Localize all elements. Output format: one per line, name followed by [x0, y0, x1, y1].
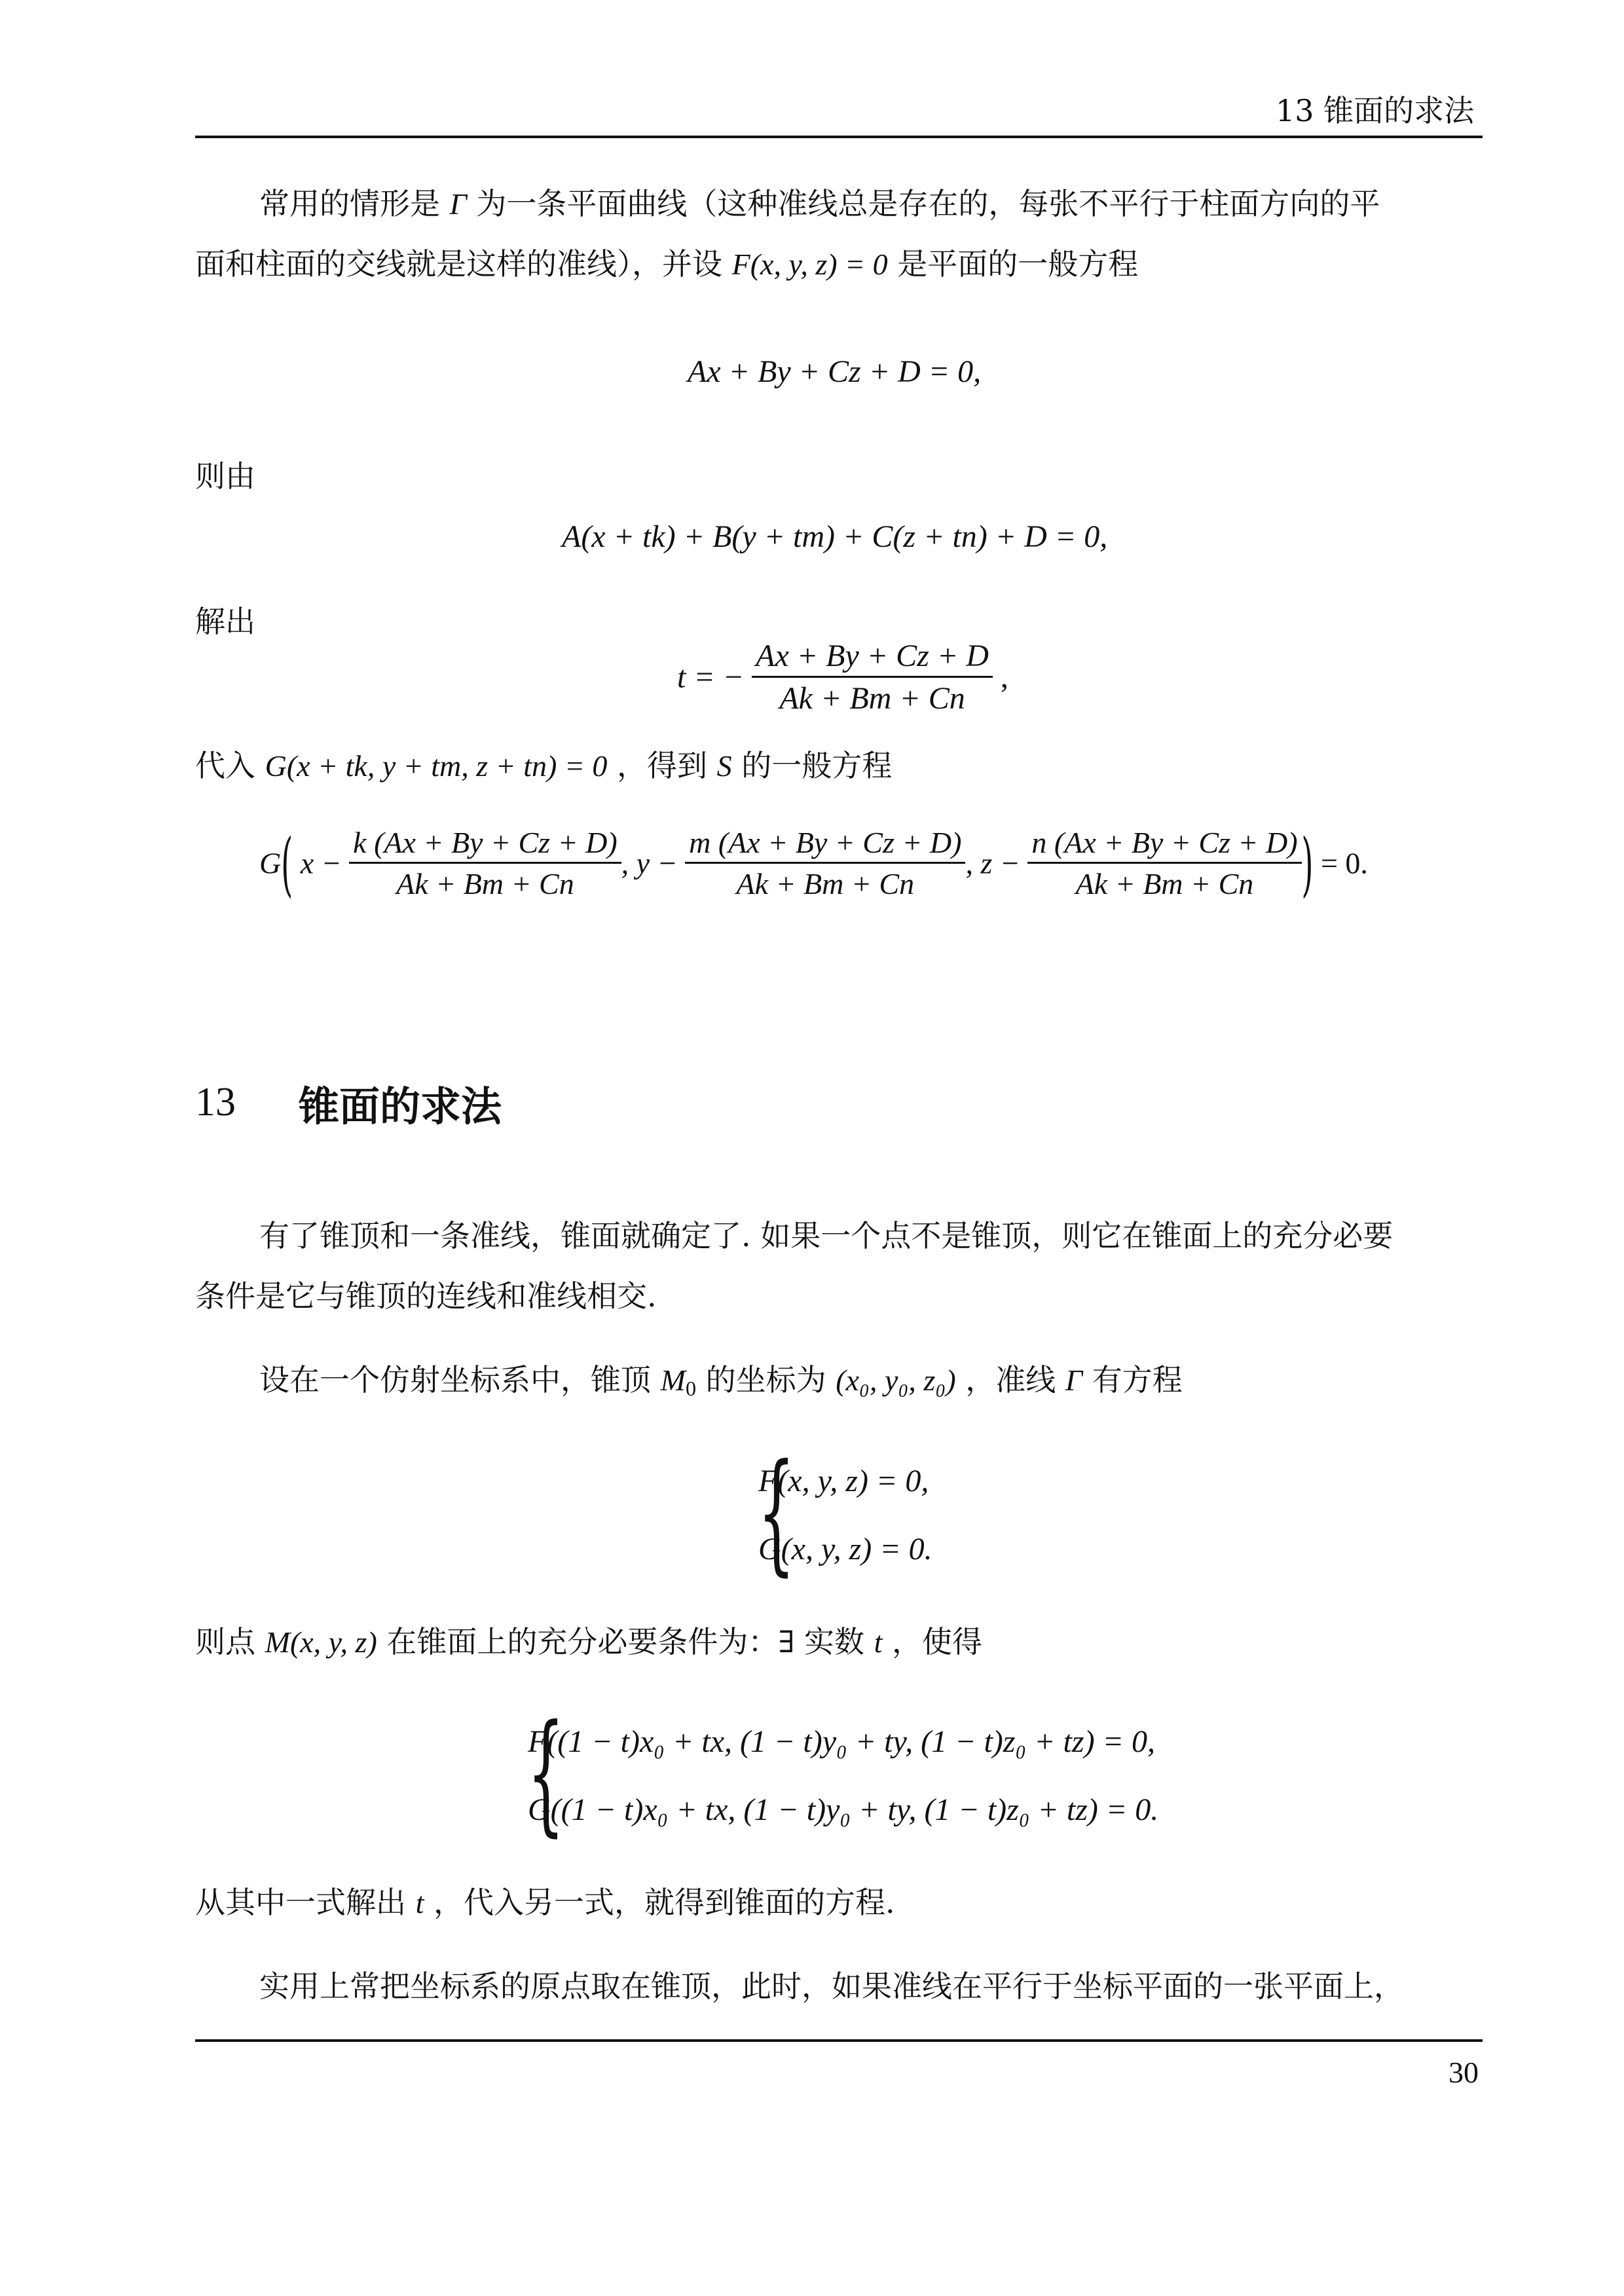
p6-gamma: Γ [1065, 1363, 1083, 1397]
running-header: 13 锥面的求法 [1276, 93, 1475, 128]
p6-text-b: 的坐标为 [705, 1362, 826, 1398]
eq3-lhs: t = − [677, 659, 745, 695]
p4-text-c: 的一般方程 [741, 748, 893, 783]
eq4-right-paren: ) [1301, 823, 1314, 904]
eq4-left-paren: ( [281, 823, 293, 904]
eq4-den-3: Ak + Bm + Cn [1075, 867, 1254, 900]
p6-coords: (x₀, y₀, z₀) [836, 1363, 956, 1397]
eq4-den-1: Ak + Bm + Cn [396, 867, 574, 900]
eq4-fraction-3 [1027, 828, 1301, 899]
paragraph-9: 实用上常把坐标系的原点取在锥顶，此时，如果准线在平行于坐标平面的一张平面上， [259, 1969, 1404, 2004]
paragraph-2: 则由 [195, 458, 255, 494]
eq4-y: , y − [621, 846, 678, 880]
paragraph-7 [195, 1624, 983, 1659]
p1-text-c: 面和柱面的交线就是这样的准线），并设 [195, 246, 722, 282]
paragraph-4 [195, 750, 892, 781]
p6-vertex-subscript: 0 [685, 1377, 697, 1401]
system-2-row-2: G((1 − t)x₀ + tx, (1 − t)y₀ + ty, (1 − t)z₀ + tz) = 0. [528, 1792, 1159, 1827]
p8-text-b: ，代入另一式，就得到锥面的方程. [434, 1885, 895, 1920]
equation-substituted: A(x + tk) + B(y + tm) + C(z + tn) + D = 0, [562, 519, 1108, 554]
p7-text-b: 在锥面上的充分必要条件为：∃ 实数 [386, 1624, 864, 1659]
paragraph-1-line-1 [259, 186, 1380, 221]
p6-vertex [660, 1363, 697, 1401]
p6-text-a: 设在一个仿射坐标系中，锥顶 [259, 1362, 651, 1398]
system-2-brace: { [526, 1697, 565, 1849]
paragraph-5-line-1: 有了锥顶和一条准线，锥面就确定了. 如果一个点不是锥顶，则它在锥面上的充分必要 [259, 1218, 1393, 1253]
eq4-den-2: Ak + Bm + Cn [736, 867, 915, 900]
p4-s: S [716, 749, 732, 783]
p7-t: t [874, 1625, 883, 1659]
p4-equation: G(x + tk, y + tm, z + tn) = 0 [265, 749, 608, 783]
footer-rule [195, 2039, 1483, 2042]
eq3-numerator: Ax + By + Cz + D [752, 640, 993, 678]
p7-text-c: ，使得 [892, 1624, 983, 1659]
paragraph-3: 解出 [195, 604, 255, 639]
eq4-num-2: m (Ax + By + Cz + D) [685, 828, 965, 864]
system-1-row-2: G(x, y, z) = 0. [758, 1532, 932, 1566]
eq3-denominator: Ak + Bm + Cn [779, 681, 965, 716]
eq4-z: , z − [965, 846, 1020, 880]
equation-plane: Ax + By + Cz + D = 0, [688, 354, 982, 389]
paragraph-6 [259, 1362, 1183, 1401]
eq4-fraction-1 [349, 828, 621, 899]
equation-solve-t [677, 640, 1008, 714]
eq4-g: G [259, 846, 282, 880]
p1-text-a: 常用的情形是 [259, 186, 440, 221]
system-1-row-1: F(x, y, z) = 0, [758, 1464, 929, 1498]
p7-point: M(x, y, z) [265, 1625, 377, 1659]
p4-text-a: 代入 [195, 748, 255, 783]
p6-text-d: 有方程 [1092, 1362, 1183, 1398]
p7-text-a: 则点 [195, 1624, 255, 1659]
eq4-num-3: n (Ax + By + Cz + D) [1027, 828, 1301, 864]
system-1-brace: { [757, 1436, 796, 1589]
section-number: 13 [195, 1080, 236, 1124]
eq4-x: x − [300, 846, 342, 880]
eq4-tail: = 0. [1320, 846, 1368, 880]
system-2-row-1: F((1 − t)x₀ + tx, (1 − t)y₀ + ty, (1 − t)z₀ + tz) = 0, [528, 1724, 1155, 1759]
p1-gamma: Γ [449, 187, 467, 221]
eq3-fraction [752, 640, 993, 714]
eq4-fraction-2 [685, 828, 965, 899]
paragraph-5-line-2: 条件是它与锥顶的连线和准线相交. [195, 1278, 657, 1314]
equation-general-cylinder [259, 823, 1368, 904]
page-number: 30 [1449, 2056, 1479, 2089]
header-rule [195, 136, 1483, 138]
p6-vertex-letter: M [660, 1363, 686, 1397]
eq3-tail: , [1000, 659, 1008, 695]
paragraph-8 [195, 1887, 895, 1918]
p8-text-a: 从其中一式解出 [195, 1885, 406, 1920]
p1-equation: F(x, y, z) = 0 [731, 248, 888, 281]
p6-text-c: ，准线 [965, 1362, 1056, 1398]
p1-text-b: 为一条平面曲线（这种准线总是存在的，每张不平行于柱面方向的平 [476, 186, 1380, 221]
paragraph-1-line-2 [195, 246, 1139, 282]
p8-t: t [415, 1886, 424, 1919]
eq4-num-1: k (Ax + By + Cz + D) [349, 828, 621, 864]
p4-text-b: ，得到 [616, 748, 707, 783]
section-title: 锥面的求法 [299, 1083, 502, 1130]
p1-text-d: 是平面的一般方程 [897, 246, 1139, 282]
